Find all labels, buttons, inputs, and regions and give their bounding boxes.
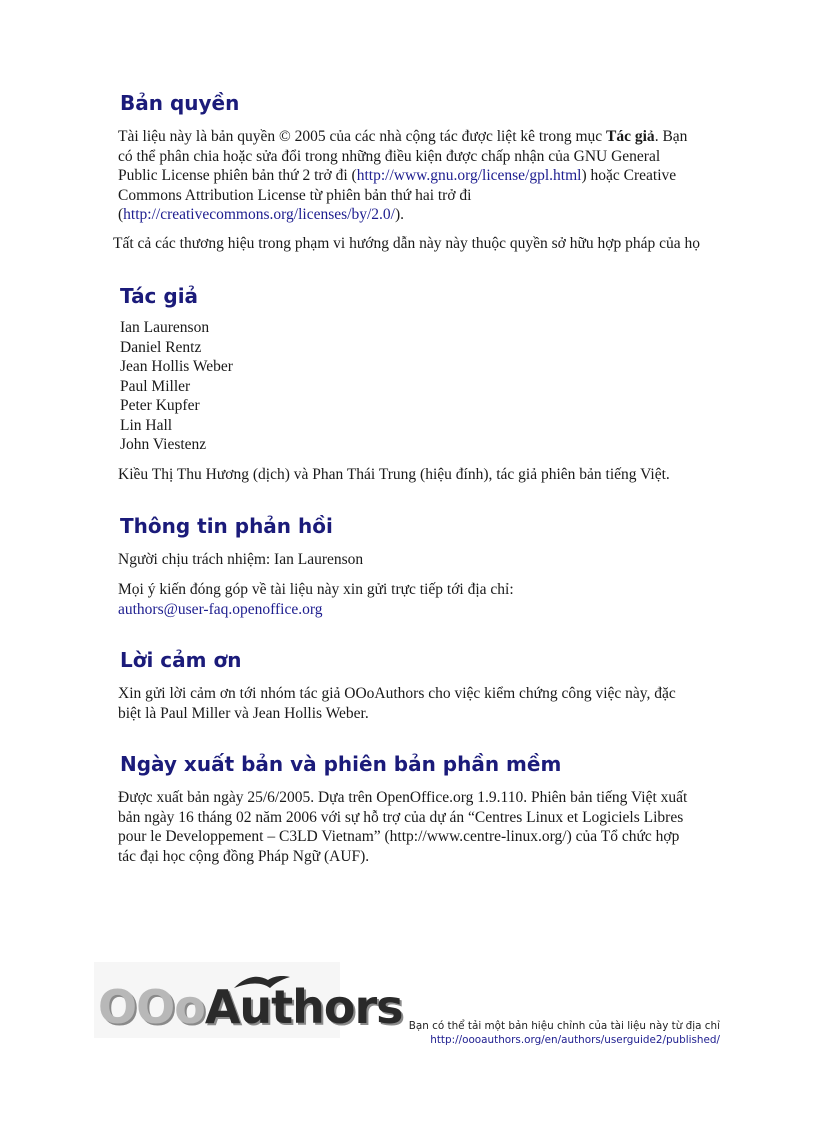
publication-paragraph [118, 788, 718, 866]
logo-prefix: OOo [98, 980, 205, 1034]
logo-suffix: Authors [204, 980, 403, 1034]
footer-url-link[interactable]: http://oooauthors.org/en/authors/userguide2/published/ [430, 1034, 720, 1046]
publication-line: Được xuất bản ngày 25/6/2005. Dựa trên OpenOffice.org 1.9.110. Phiên bản tiếng Việt xuất [118, 789, 688, 806]
trademark-paragraph: Tất cả các thương hiệu trong phạm vi hướng dẫn này này thuộc quyền sở hữu hợp pháp của họ [113, 235, 700, 252]
heading-copyright: Bản quyền [120, 91, 240, 115]
feedback-responsible: Người chịu trách nhiệm: Ian Laurenson [118, 551, 364, 568]
author-name: Daniel Rentz [120, 338, 202, 356]
author-name: John Viestenz [120, 436, 207, 453]
oooauthors-logo [94, 962, 403, 1038]
heading-feedback: Thông tin phản hồi [120, 514, 333, 538]
logo-wordmark [98, 980, 403, 1034]
copyright-text-line-3: Public License phiên bản thứ 2 trở đi ( [118, 167, 357, 185]
thanks-line: biệt là Paul Miller và Jean Hollis Weber. [118, 704, 369, 722]
translation-note: Kiều Thị Thu Hương (dịch) và Phan Thái Trung (hiệu đính), tác giả phiên bản tiếng Việt. [118, 466, 670, 483]
thanks-paragraph [118, 684, 718, 723]
footer-text: Bạn có thể tải một bản hiệu chỉnh của tài liệu này từ địa chỉ [408, 1020, 720, 1032]
cc-link[interactable]: http://creativecommons.org/licenses/by/2.0/ [123, 206, 395, 224]
feedback-email-link[interactable]: authors@user-faq.openoffice.org [118, 600, 323, 618]
copyright-text-after-bold: . Bạn [654, 128, 688, 145]
cc-close-paren: ). [394, 206, 404, 224]
gpl-link[interactable]: http://www.gnu.org/license/gpl.html [356, 167, 582, 185]
author-name: Lin Hall [120, 416, 173, 434]
heading-authors: Tác giả [120, 284, 199, 308]
footer-download-note [409, 1019, 720, 1047]
authors-list [120, 318, 233, 455]
publication-line: pour le Developpement – C3LD Vietnam” (http://www.centre-linux.org/) của Tổ chức hợp [118, 828, 680, 846]
thanks-line: Xin gửi lời cảm ơn tới nhóm tác giả OOoAuthors cho việc kiểm chứng công việc này, đặc [118, 685, 676, 702]
feedback-contact-text: Mọi ý kiến đóng góp về tài liệu này xin gửi trực tiếp tới địa chỉ: [118, 581, 514, 598]
copyright-text-gpl-after: ) hoặc Creative [581, 167, 677, 185]
copyright-text-line-4: Commons Attribution License từ phiên bản thứ hai trở đi [118, 186, 472, 204]
feedback-contact [118, 580, 718, 619]
authors-section-ref: Tác giả [606, 128, 655, 145]
author-name: Paul Miller [120, 377, 191, 395]
publication-line: tác đại học cộng đồng Pháp Ngữ (AUF). [118, 847, 370, 865]
copyright-text-line-2: có thể phân chia hoặc sửa đổi trong những điều kiện được chấp nhận của GNU General [118, 147, 661, 165]
author-name: Ian Laurenson [120, 319, 210, 336]
copyright-text-line-1: Tài liệu này là bản quyền © 2005 của các nhà cộng tác được liệt kê trong mục [118, 128, 607, 145]
publication-line: bản ngày 16 tháng 02 năm 2006 với sự hỗ trợ của dự án “Centres Linux et Logiciels Libres [118, 808, 684, 826]
author-name: Peter Kupfer [120, 397, 200, 414]
heading-publication: Ngày xuất bản và phiên bản phần mềm [120, 752, 562, 776]
author-name: Jean Hollis Weber [120, 358, 233, 375]
cc-open-paren: ( [118, 206, 124, 224]
copyright-paragraph [118, 127, 718, 225]
heading-thanks: Lời cảm ơn [120, 648, 242, 672]
